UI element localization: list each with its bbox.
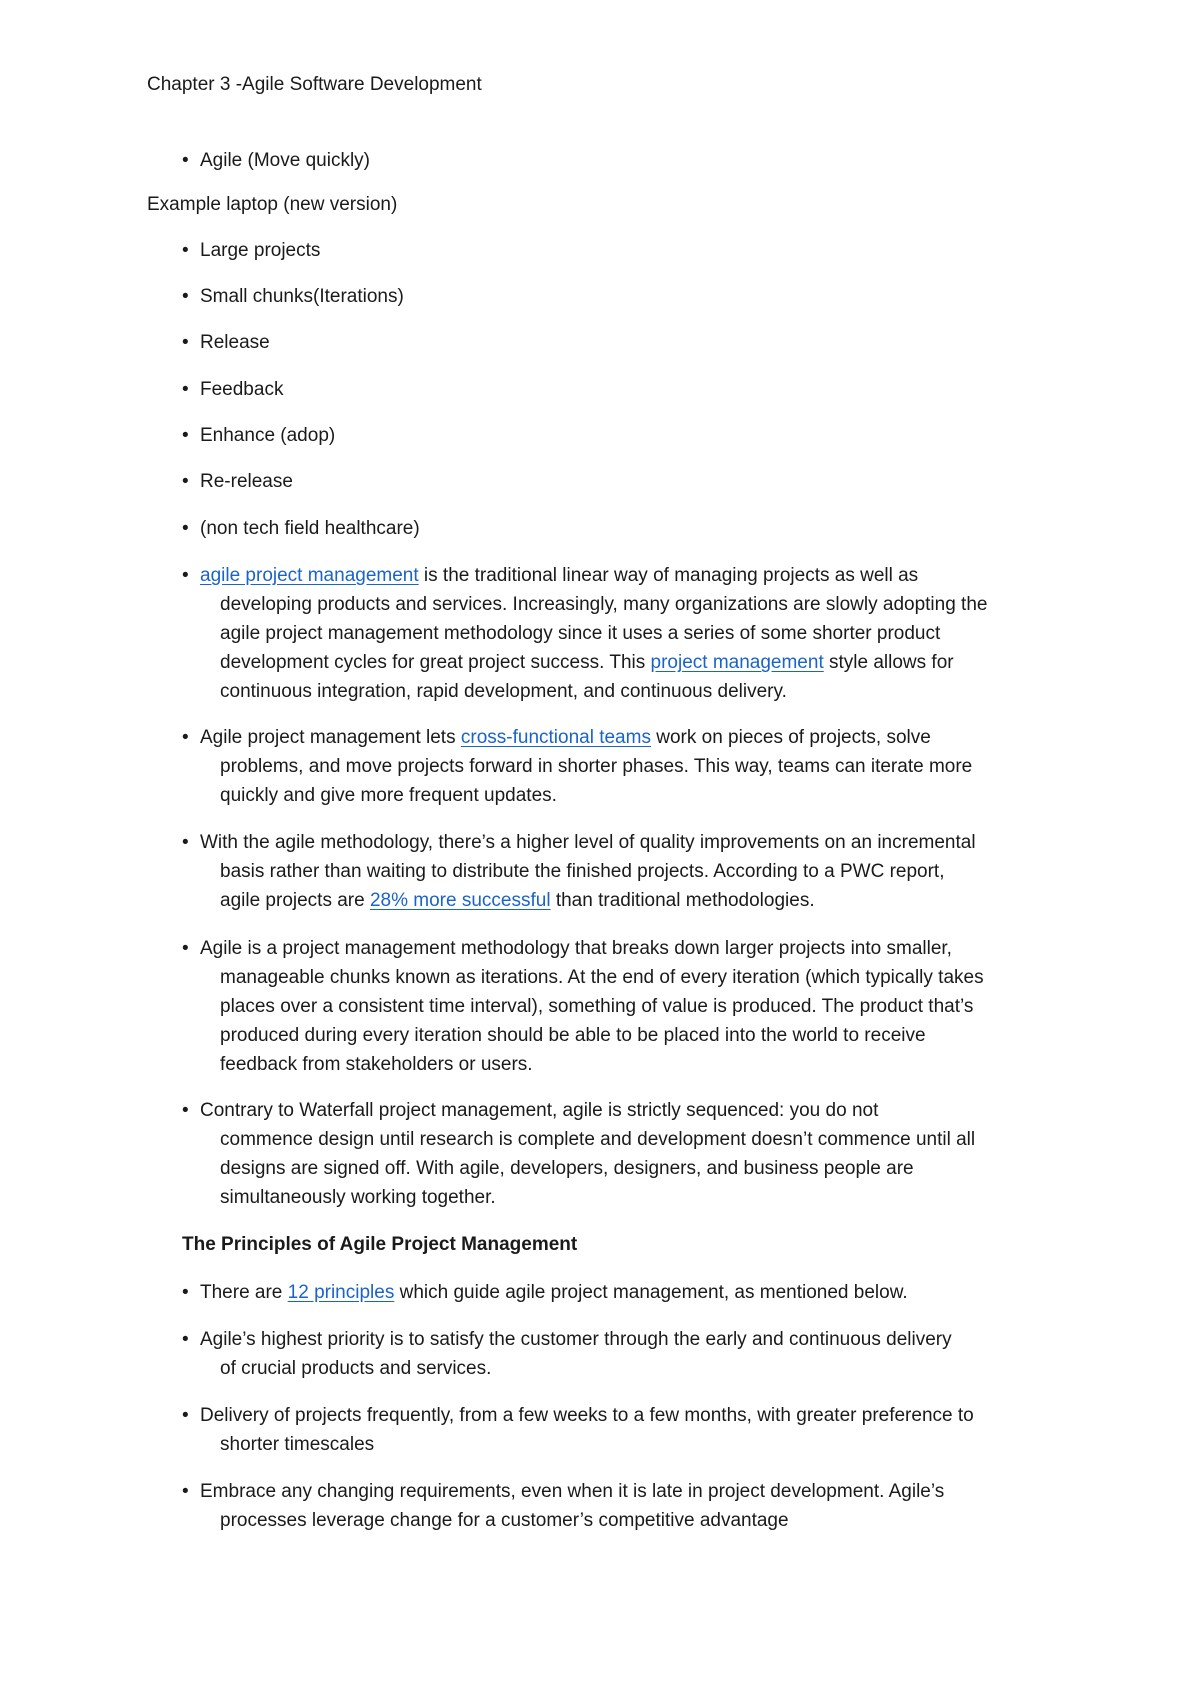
paragraph-priority: • Agile’s highest priority is to satisfy the customer through the early and continuous delivery of crucial products and services. <box>182 1325 952 1383</box>
link-28-percent[interactable]: 28% more successful <box>369 890 551 911</box>
page-title: Chapter 3 -Agile Software Development <box>147 74 482 95</box>
list-item: • Large projects <box>182 236 320 265</box>
paragraph-quality: • With the agile methodology, there’s a higher level of quality improvements on an incremental basis rather than waiting to distribute the finished projects. According to a PWC report, agile projects are 28% more successful than traditional methodologies. <box>182 828 976 915</box>
bullet-icon: • <box>182 565 189 586</box>
bullet-icon: • <box>182 727 189 748</box>
bullet-icon: • <box>182 425 189 446</box>
link-12-principles[interactable]: 12 principles <box>287 1282 395 1303</box>
bullet-icon: • <box>182 1329 189 1350</box>
bullet-icon: • <box>182 938 189 959</box>
bullet-icon: • <box>182 1282 189 1303</box>
bullet-icon: • <box>182 518 189 539</box>
paragraph-cross-functional: • Agile project management lets cross-functional teams work on pieces of projects, solve problems, and move projects forward in shorter phases. This way, teams can iterate more quickly and give more frequent updates. <box>182 723 972 810</box>
bullet-icon: • <box>182 471 189 492</box>
bullet-icon: • <box>182 832 189 853</box>
bullet-icon: • <box>182 1405 189 1426</box>
link-agile-project-management[interactable]: agile project management <box>200 565 419 586</box>
paragraph-agile-pm: • agile project management is the traditional linear way of managing projects as well as developing products and services. Increasingly, many organizations are slowly adopting the agile project management methodology since it uses a series of some shorter product development cycles for great project success. This project management style allows for continuous integration, rapid development, and continuous delivery. <box>182 561 987 706</box>
link-cross-functional-teams[interactable]: cross-functional teams <box>460 727 651 748</box>
paragraph-changing-requirements: • Embrace any changing requirements, even when it is late in project development. Agile’s processes leverage change for a customer’s competitive advantage <box>182 1477 944 1535</box>
bullet-icon: • <box>182 150 189 171</box>
list-item: • Agile (Move quickly) <box>182 146 370 175</box>
bullet-icon: • <box>182 379 189 400</box>
paragraph-delivery: • Delivery of projects frequently, from a few weeks to a few months, with greater preference to shorter timescales <box>182 1401 974 1459</box>
bullet-icon: • <box>182 286 189 307</box>
list-item: • Small chunks(Iterations) <box>182 282 404 311</box>
list-item: • Release <box>182 328 270 357</box>
paragraph-waterfall: • Contrary to Waterfall project management, agile is strictly sequenced: you do not commence design until research is complete and development doesn’t commence until all designs are signed off. With agile, developers, designers, and business people are simultaneously working together. <box>182 1096 975 1212</box>
list-item: • Feedback <box>182 375 283 404</box>
example-line: Example laptop (new version) <box>147 194 398 215</box>
link-project-management[interactable]: project management <box>650 652 824 673</box>
paragraph-12-principles: • There are 12 principles which guide agile project management, as mentioned below. <box>182 1278 908 1307</box>
list-item: • (non tech field healthcare) <box>182 514 420 543</box>
list-item: • Re-release <box>182 467 293 496</box>
bullet-icon: • <box>182 1100 189 1121</box>
bullet-icon: • <box>182 1481 189 1502</box>
list-item: • Enhance (adop) <box>182 421 335 450</box>
section-heading: The Principles of Agile Project Management <box>182 1234 578 1255</box>
bullet-icon: • <box>182 332 189 353</box>
bullet-icon: • <box>182 240 189 261</box>
paragraph-iterations: • Agile is a project management methodology that breaks down larger projects into smaller, manageable chunks known as iterations. At the end of every iteration (which typically takes places over a consistent time interval), something of value is produced. The product that’s produced during every iteration should be able to be placed into the world to receive feedback from stakeholders or users. <box>182 934 984 1079</box>
